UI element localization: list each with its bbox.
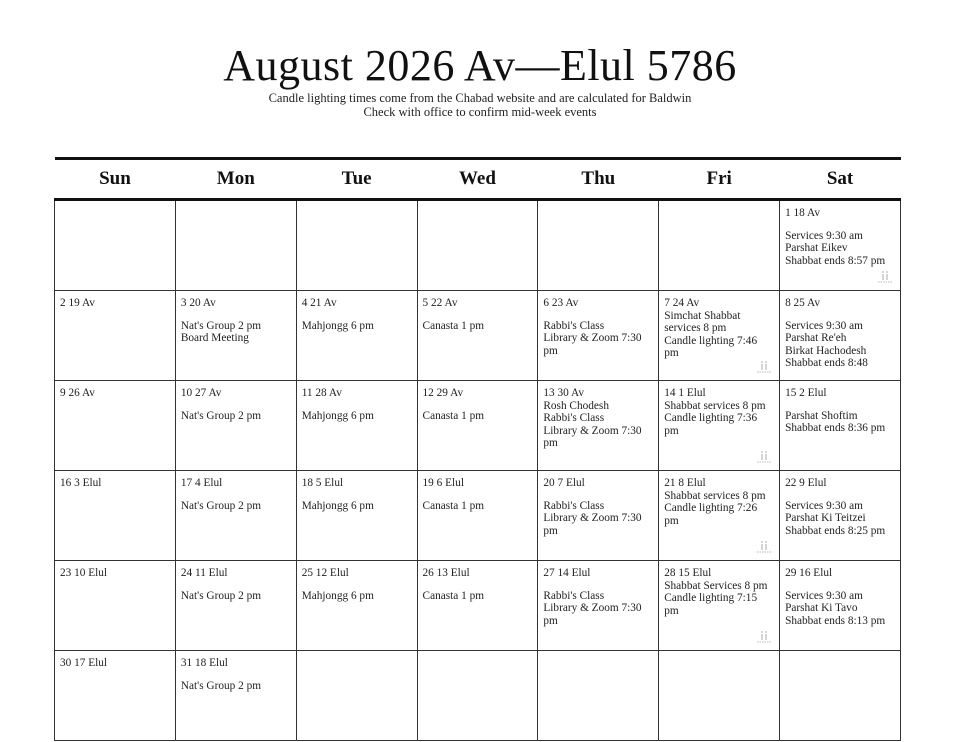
candles-icon xyxy=(755,630,773,644)
day-date: 3 20 Av xyxy=(180,297,216,309)
month-calendar xyxy=(54,157,901,741)
day-event: Shabbat ends 8:57 pm xyxy=(785,254,886,267)
empty-day-cell xyxy=(538,200,659,291)
day-cell xyxy=(659,381,780,471)
day-event: Shabbat Services 8 pm xyxy=(664,579,768,592)
weekday-thu: Thu xyxy=(538,159,659,200)
day-cell xyxy=(296,471,417,561)
day-cell xyxy=(55,291,176,381)
day-cell xyxy=(417,381,538,471)
week-row xyxy=(55,381,901,471)
day-event: Shabbat ends 8:25 pm xyxy=(785,524,886,537)
candles-icon xyxy=(755,540,773,554)
day-cell xyxy=(296,291,417,381)
candles-icon xyxy=(876,270,894,284)
day-cell xyxy=(175,561,296,651)
day-date: 22 9 Elul xyxy=(785,477,827,489)
day-event: Rabbi's Class xyxy=(543,319,605,332)
day-event: Shabbat ends 8:36 pm xyxy=(785,422,886,434)
day-event: Canasta 1 pm xyxy=(422,589,485,602)
day-event: Library & Zoom 7:30 pm xyxy=(543,512,642,537)
day-cell xyxy=(417,471,538,561)
day-event: Mahjongg 6 pm xyxy=(301,319,374,332)
day-event: Library & Zoom 7:30 pm xyxy=(543,332,642,357)
week-row xyxy=(55,561,901,651)
day-cell xyxy=(417,561,538,651)
day-event: Parshat Ki Teitzei xyxy=(785,512,866,524)
empty-day-cell xyxy=(659,651,780,741)
day-event: Parshat Shoftim xyxy=(785,409,858,422)
empty-day-cell xyxy=(296,200,417,291)
calendar-grid xyxy=(55,200,901,741)
week-row xyxy=(55,200,901,291)
day-date: 19 6 Elul xyxy=(422,477,464,489)
week-row xyxy=(55,291,901,381)
week-row xyxy=(55,651,901,741)
day-cell xyxy=(55,561,176,651)
day-date: 5 22 Av xyxy=(422,297,458,309)
day-cell xyxy=(55,471,176,561)
day-event: Mahjongg 6 pm xyxy=(301,589,374,602)
day-event: Candle lighting 7:15 pm xyxy=(664,592,758,617)
day-event: Library & Zoom 7:30 pm xyxy=(543,424,642,449)
day-cell xyxy=(296,381,417,471)
day-date: 20 7 Elul xyxy=(543,477,585,489)
day-event: Candle lighting 7:46 pm xyxy=(664,334,758,359)
weekday-sun: Sun xyxy=(55,159,176,200)
weekday-sat: Sat xyxy=(780,159,901,200)
empty-day-cell xyxy=(417,200,538,291)
day-event: Library & Zoom 7:30 pm xyxy=(543,602,642,627)
empty-day-cell xyxy=(538,651,659,741)
day-date: 12 29 Av xyxy=(422,387,464,399)
day-event: Parshat Ki Tavo xyxy=(785,602,858,614)
day-date: 9 26 Av xyxy=(60,387,95,399)
day-event: Shabbat services 8 pm xyxy=(664,399,766,412)
day-cell xyxy=(780,561,901,651)
empty-day-cell xyxy=(55,200,176,291)
day-cell xyxy=(55,651,176,741)
day-date: 8 25 Av xyxy=(785,297,821,309)
day-event: Services 9:30 am xyxy=(785,229,863,242)
day-date: 31 18 Elul xyxy=(180,657,228,669)
day-date: 29 16 Elul xyxy=(785,567,833,579)
day-date: 17 4 Elul xyxy=(180,477,223,489)
day-date: 25 12 Elul xyxy=(301,567,349,579)
day-event: Nat's Group 2 pm xyxy=(180,499,262,512)
day-event: Nat's Group 2 pm xyxy=(180,409,262,422)
day-date: 27 14 Elul xyxy=(543,567,591,579)
day-event: Rabbi's Class xyxy=(543,589,605,602)
day-event: Canasta 1 pm xyxy=(422,409,485,422)
candles-icon xyxy=(755,450,773,464)
day-event: Nat's Group 2 pm xyxy=(180,319,262,332)
day-cell xyxy=(538,561,659,651)
weekday-header-row xyxy=(55,159,901,200)
weekday-tue: Tue xyxy=(296,159,417,200)
day-event: Canasta 1 pm xyxy=(422,319,485,332)
day-cell xyxy=(296,561,417,651)
day-cell xyxy=(175,381,296,471)
day-cell xyxy=(175,651,296,741)
day-cell xyxy=(780,381,901,471)
day-event: Candle lighting 7:26 pm xyxy=(664,502,758,527)
day-date: 10 27 Av xyxy=(180,387,222,399)
day-date: 21 8 Elul xyxy=(664,477,706,489)
day-event: Nat's Group 2 pm xyxy=(180,679,262,692)
office-confirm-note: Check with office to confirm mid-week events xyxy=(363,105,597,119)
day-event: Candle lighting 7:36 pm xyxy=(664,412,758,437)
day-date: 30 17 Elul xyxy=(60,657,108,669)
day-cell xyxy=(659,561,780,651)
day-event: Birkat Hachodesh xyxy=(785,344,867,357)
empty-day-cell xyxy=(296,651,417,741)
day-event: Mahjongg 6 pm xyxy=(301,499,374,512)
day-cell xyxy=(417,291,538,381)
day-event: Rabbi's Class xyxy=(543,412,605,424)
day-event: Parshat Re'eh xyxy=(785,332,847,344)
day-event: Services 9:30 am xyxy=(785,589,863,602)
day-event: Services 9:30 am xyxy=(785,499,863,512)
week-row xyxy=(55,471,901,561)
day-date: 11 28 Av xyxy=(301,387,342,399)
day-date: 7 24 Av xyxy=(664,297,700,309)
day-cell xyxy=(55,381,176,471)
empty-day-cell xyxy=(659,200,780,291)
day-date: 2 19 Av xyxy=(60,297,95,309)
day-cell xyxy=(659,471,780,561)
day-cell xyxy=(780,471,901,561)
day-event: Rosh Chodesh xyxy=(543,399,609,412)
day-event: Board Meeting xyxy=(180,332,249,344)
weekday-mon: Mon xyxy=(175,159,296,200)
empty-day-cell xyxy=(780,651,901,741)
day-event: Parshat Eikev xyxy=(785,242,848,254)
day-date: 23 10 Elul xyxy=(60,567,108,579)
day-event: Simchat Shabbat xyxy=(664,309,741,322)
empty-day-cell xyxy=(175,200,296,291)
day-event: Services 9:30 am xyxy=(785,319,863,332)
day-date: 14 1 Elul xyxy=(664,387,706,399)
day-date: 16 3 Elul xyxy=(60,477,102,489)
day-event: Nat's Group 2 pm xyxy=(180,589,262,602)
candles-icon xyxy=(755,360,773,374)
day-cell xyxy=(659,291,780,381)
day-event: Rabbi's Class xyxy=(543,499,605,512)
day-date: 4 21 Av xyxy=(301,297,337,309)
day-date: 28 15 Elul xyxy=(664,567,712,579)
day-event: Shabbat ends 8:48 xyxy=(785,357,868,369)
weekday-fri: Fri xyxy=(659,159,780,200)
day-date: 18 5 Elul xyxy=(301,477,344,489)
candle-lighting-note: Candle lighting times come from the Chabad website and are calculated for Baldwin xyxy=(268,91,692,105)
day-cell xyxy=(538,471,659,561)
day-date: 1 18 Av xyxy=(785,207,821,219)
day-event: services 8 pm xyxy=(664,322,727,334)
empty-day-cell xyxy=(417,651,538,741)
day-date: 24 11 Elul xyxy=(180,567,228,579)
day-date: 15 2 Elul xyxy=(785,387,827,399)
day-cell xyxy=(538,381,659,471)
day-date: 6 23 Av xyxy=(543,297,579,309)
day-event: Shabbat services 8 pm xyxy=(664,489,766,502)
day-cell xyxy=(175,291,296,381)
day-event: Canasta 1 pm xyxy=(422,499,485,512)
weekday-wed: Wed xyxy=(417,159,538,200)
day-date: 26 13 Elul xyxy=(422,567,470,579)
day-date: 13 30 Av xyxy=(543,387,584,399)
day-cell xyxy=(538,291,659,381)
calendar-title: August 2026 Av—Elul 5786 xyxy=(223,41,737,90)
day-event: Shabbat ends 8:13 pm xyxy=(785,614,886,627)
day-event: Mahjongg 6 pm xyxy=(301,409,374,422)
day-cell xyxy=(780,200,901,291)
day-cell xyxy=(175,471,296,561)
day-cell xyxy=(780,291,901,381)
